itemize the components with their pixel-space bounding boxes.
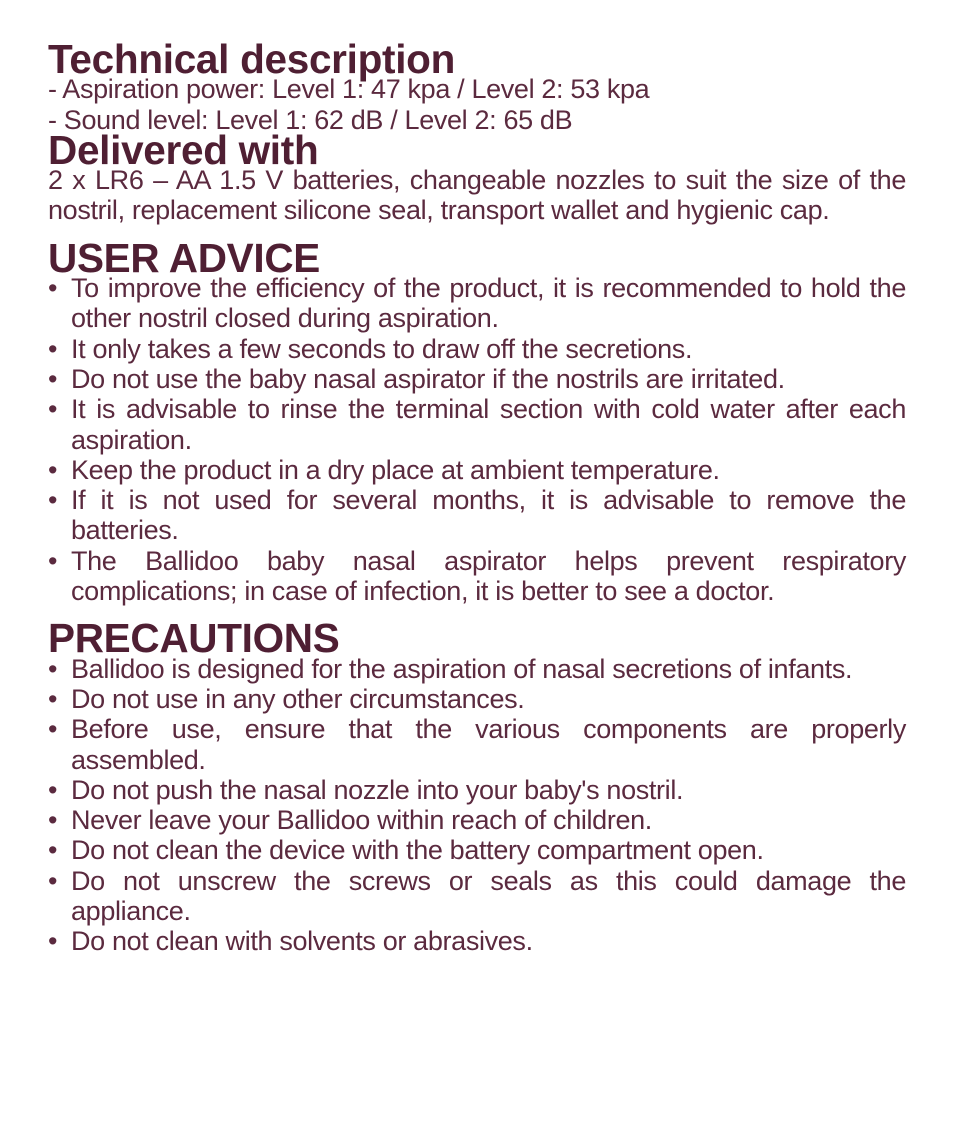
user-advice-section [48,234,906,607]
list-item-text: Do not use in any other circumstances. [71,683,525,714]
user-advice-heading: USER ADVICE [48,234,320,281]
aspiration-power-line: - Aspiration power: Level 1: 47 kpa / Level 2: 53 kpa [48,74,650,105]
list-item [48,835,906,865]
user-advice-list [48,273,906,606]
list-item-text: Never leave your Ballidoo within reach of children. [71,805,652,836]
list-item [48,455,906,485]
list-item [48,485,906,546]
bullet-icon: • [48,394,58,425]
bullet-icon: • [48,545,58,576]
list-item-text: Do not unscrew the screws or seals as this could damage the appliance. [71,865,906,927]
list-item-text: Keep the product in a dry place at ambient temperature. [71,454,720,485]
bullet-icon: • [48,363,58,394]
delivered-with-heading: Delivered with [48,126,319,173]
list-item [48,654,906,684]
bullet-icon: • [48,714,58,745]
list-item [48,926,906,956]
list-item-text: The Ballidoo baby nasal aspirator helps prevent respiratory complications; in case of infection, it is better to see a doctor. [71,545,906,607]
list-item-text: Do not push the nasal nozzle into your baby's nostril. [71,774,684,805]
list-item [48,273,906,334]
precautions-heading: PRECAUTIONS [48,615,340,662]
document-page [48,36,906,957]
list-item [48,775,906,805]
bullet-icon: • [48,683,58,714]
bullet-icon: • [48,485,58,516]
technical-description-section [48,36,906,135]
list-item-text: Do not clean with solvents or abrasives. [71,926,533,957]
list-item-text: Before use, ensure that the various components are properly assembled. [71,714,906,775]
list-item-text: If it is not used for several months, it is advisable to remove the batteries. [71,485,906,546]
list-item [48,684,906,714]
delivered-with-section [48,126,906,226]
list-item [48,394,906,455]
list-item-text: Ballidoo is designed for the aspiration of nasal secretions of infants. [71,653,853,684]
list-item-text: To improve the efficiency of the product, it is recommended to hold the other nostril closed during aspiration. [71,273,906,334]
list-item-text: Do not use the baby nasal aspirator if the nostrils are irritated. [71,363,785,394]
bullet-icon: • [48,653,58,684]
bullet-icon: • [48,774,58,805]
list-item-text: It only takes a few seconds to draw off the secretions. [71,333,693,364]
bullet-icon: • [48,926,58,957]
list-item [48,334,906,364]
bullet-icon: • [48,273,58,304]
bullet-icon: • [48,805,58,836]
list-item [48,805,906,835]
bullet-icon: • [48,454,58,485]
list-item-text: It is advisable to rinse the terminal section with cold water after each aspiration. [71,394,906,455]
list-item [48,546,906,607]
precautions-section [48,615,906,957]
delivered-with-text: 2 x LR6 – AA 1.5 V batteries, changeable nozzles to suit the size of the nostril, replacement silicone seal, transport wallet and hygienic cap. [48,165,906,226]
list-item [48,714,906,775]
bullet-icon: • [48,333,58,364]
bullet-icon: • [48,835,58,866]
list-item [48,364,906,394]
list-item-text: Do not clean the device with the battery compartment open. [71,835,764,866]
technical-description-heading: Technical description [48,36,456,82]
precautions-list [48,654,906,957]
sound-level-line: - Sound level: Level 1: 62 dB / Level 2: 65 dB [48,104,573,135]
bullet-icon: • [48,865,58,896]
list-item [48,866,906,927]
